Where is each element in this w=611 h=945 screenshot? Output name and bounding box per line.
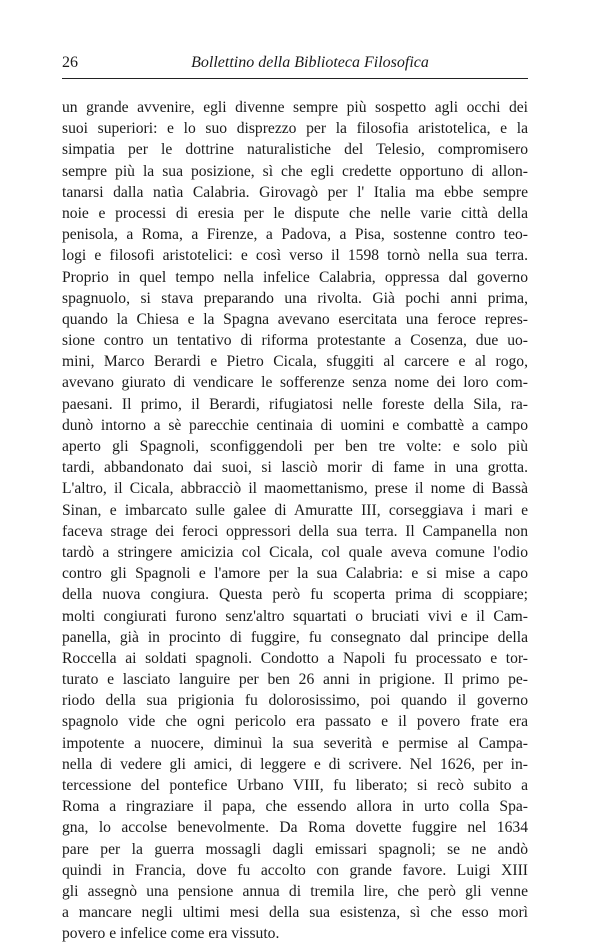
text-line: gli assegnò una pensione annua di tremila lire, che però gli venne xyxy=(62,882,528,900)
text-line: gna, lo accolse benevolmente. Da Roma dovette fuggire nel 1634 xyxy=(62,819,528,837)
text-line: simpatia per le dottrine naturalistiche del Telesio, compromisero xyxy=(62,141,528,159)
page-number: 26 xyxy=(62,54,78,71)
text-line: turato e lasciato languire per ben 26 anni in prigione. Il primo pe- xyxy=(62,671,528,689)
text-line: avevano giurato di vendicare le sofferenze senza nome dei loro com- xyxy=(62,374,528,392)
text-line: sempre più la sua posizione, sì che egli credette opportuno di allon- xyxy=(62,162,528,180)
text-line: a mancare negli ultimi mesi della sua esistenza, sì che esso morì xyxy=(62,904,528,922)
text-line: tercessione del pontefice Urbano VIII, fu liberato; si recò subito a xyxy=(62,777,528,794)
text-line: L'altro, il Cicala, abbracciò il maomettanismo, prese il nome di Bassà xyxy=(62,480,528,498)
text-line: un grande avvenire, egli divenne sempre più sospetto agli occhi dei xyxy=(62,99,528,116)
text-line: pare per la guerra mossagli dagli emissari spagnoli; se ne andò xyxy=(62,840,528,858)
text-line: molti congiurati furono senz'altro squartati o bruciati vivi e il Cam- xyxy=(62,607,528,625)
text-line: suoi superiori: e lo suo disprezzo per la filosofia aristotelica, e la xyxy=(62,120,528,138)
text-line: noie e processi di eresia per le dispute che nelle varie città della xyxy=(62,204,528,222)
text-line: Roma a ringraziare il papa, che essendo allora in urto colla Spa- xyxy=(62,798,528,816)
text-line: dunò intorno a sè parecchie centinaia di uomini e combattè a campo xyxy=(62,416,528,434)
text-line: mini, Marco Berardi e Pietro Cicala, sfuggiti al carcere e al rogo, xyxy=(62,353,528,371)
text-line: della nuova congiura. Questa però fu scoperta prima di scoppiare; xyxy=(62,586,528,604)
text-line: tardò a stringere amicizia col Cicala, col quale aveva comune l'odio xyxy=(62,543,528,561)
body-paragraph xyxy=(62,97,528,945)
text-line: logi e filosofi aristotelici: e così verso il 1598 tornò nella sua terra. xyxy=(62,247,528,265)
text-line: spagnuolo, si stava preparando una rivolta. Già pochi anni prima, xyxy=(62,289,528,307)
text-line-last: povero e infelice come era vissuto. xyxy=(62,925,280,943)
text-line: contro gli Spagnoli e l'amore per la sua Calabria: e si mise a capo xyxy=(62,565,528,583)
text-line: quindi in Francia, dove fu accolto con grande favore. Luigi XIII xyxy=(62,861,528,879)
text-line: panella, già in procinto di fuggire, fu consegnato dal principe della xyxy=(62,628,528,646)
running-header xyxy=(62,52,528,78)
text-line: riodo della sua prigionia fu dolorosissimo, poi quando il governo xyxy=(62,692,528,710)
text-line: penisola, a Roma, a Firenze, a Padova, a Pisa, sostenne contro teo- xyxy=(62,226,528,244)
text-line: tanarsi dalla natìa Calabria. Girovagò per l' Italia ma ebbe sempre xyxy=(62,183,528,201)
text-line: sione contro un tentativo di riforma protestante a Cosenza, due uo- xyxy=(62,332,528,350)
text-line: paesani. Il primo, il Berardi, rifugiatosi nelle foreste della Sila, ra- xyxy=(62,395,528,413)
text-line: faceva strage dei feroci oppressori della sua terra. Il Campanella non xyxy=(62,522,528,540)
text-line: Sinan, e imbarcato sulle galee di Amuratte III, corseggiava i mari e xyxy=(62,501,528,519)
text-line: nella di vedere gli amici, di leggere e di scrivere. Nel 1626, per in- xyxy=(62,755,528,773)
journal-title: Bollettino della Biblioteca Filosofica xyxy=(191,54,429,71)
text-line: impotente a nuocere, diminuì la sua severità e permise al Campa- xyxy=(62,734,528,752)
header-rule xyxy=(62,78,528,79)
text-line: spagnolo vide che ogni pericolo era passato e il povero frate era xyxy=(62,713,528,731)
text-line: aperto gli Spagnoli, sconfiggendoli per ben tre volte: e solo più xyxy=(62,438,528,455)
document-page xyxy=(62,52,528,945)
text-line: Proprio in quel tempo nella infelice Calabria, oppressa dal governo xyxy=(62,268,528,286)
text-line: tardi, abbandonato dai suoi, si lasciò morir di fame in una grotta. xyxy=(62,459,528,477)
text-line: quando la Chiesa e la Spagna avevano esercitata una feroce repres- xyxy=(62,310,528,328)
text-line: Roccella ai soldati spagnoli. Condotto a Napoli fu processato e tor- xyxy=(62,649,528,667)
